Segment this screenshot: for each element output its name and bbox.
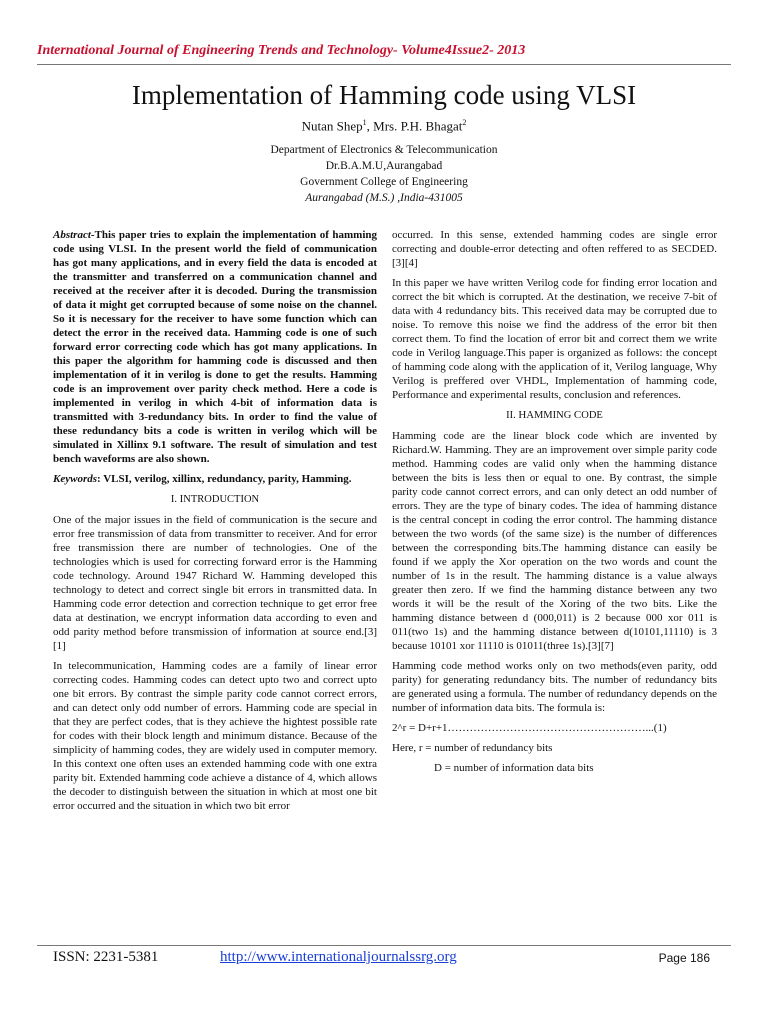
affiliation-university: Dr.B.A.M.U,Aurangabad [325, 160, 443, 172]
affiliation-department: Department of Electronics & Telecommunication [270, 144, 498, 156]
section-initial: C [573, 409, 582, 421]
footer-page-number: Page 186 [658, 951, 710, 965]
section-title-rest: NTRODUCTION [183, 494, 260, 505]
section-title-rest: AMMING [526, 410, 574, 421]
section-initial: I [179, 493, 184, 505]
right-column [392, 228, 717, 781]
intro-paragraph: One of the major issues in the field of communication is the secure and error free transmission of data from transmitter to receiver. And for error free transmission there are number of technologies. One of the technologies which is used for correcting forward error is the Hamming code technology. Around 1947 Richard W. Hamming developed this technology to detect and correct single bit errors in transmitted data. In Hamming code error detection and correction technique to get error free data at destination, we encrypt information data according to even and odd parity method before transmission of information at source end.[3][1] [53, 514, 377, 652]
keywords-text: : VLSI, verilog, xillinx, redundancy, parity, Hamming. [97, 473, 352, 485]
header-divider [37, 64, 731, 65]
abstract [53, 228, 377, 466]
intro-paragraph: occurred. In this sense, extended hamming codes are single error correcting and double-error detecting and often reffered to as SECDED.[3][4] [392, 229, 717, 269]
formula-equation: 2^r = D+r+1………………………………………………...(1) [392, 722, 667, 734]
intro-paragraph: In this paper we have written Verilog code for finding error location and correct the bit which is corrupted. At the destination, we receive 7-bit of data with 4 redundancy bits. This received data may be corrupted due to noise. To remove this noise we find the address of the error bit then correct them. To find the location of error bit and correct them we write code in Verilog language.This paper is organized as follows: the concept of hamming code along with the application of it, Verilog language, Why Verilog is preffered over VHDL, Implementation of hamming code, Performance and experimental results, conclusion and references. [392, 277, 717, 401]
keywords [53, 472, 377, 486]
author-separator: , [366, 118, 374, 134]
section-heading-introduction [53, 492, 377, 507]
footer-website-link[interactable]: http://www.internationaljournalssrg.org [220, 949, 457, 965]
author-line [0, 118, 768, 134]
footer-issn: ISSN: 2231-5381 [53, 949, 159, 965]
formula-definition-d: D = number of information data bits [434, 762, 594, 774]
section-number: I. [170, 494, 180, 505]
author-second-affiliation-mark: 2 [462, 118, 467, 127]
formula-definition-r: Here, r = number of redundancy bits [392, 742, 553, 754]
hamming-paragraph: Hamming code method works only on two methods(even parity, odd parity) for generating redundancy bits. The number of redundancy bits are generated using a formula. The number of redundancy depends on the number of information data bits. The formula is: [392, 660, 717, 714]
affiliation-location: Aurangabad (M.S.) ,India-431005 [305, 192, 463, 204]
author-first: Nutan Shep [301, 118, 363, 134]
journal-header: International Journal of Engineering Trends and Technology- Volume4Issue2- 2013 [37, 43, 526, 58]
section-title-rest: ODE [581, 410, 603, 421]
abstract-text: -This paper tries to explain the implementation of hamming code using VLSI. In the present world the field of communication has got many applications, and in every field the data is encoded at the transmitter and transferred on a communication channel and received at the receiver after it is decoded. During the transmission of data it might get corrupted because of some noise on the channel. So it is necessary for the receiver to have some function which can detect the error in the received data. Hamming code is one of such forward error correcting code which has got many applications. In this paper the algorithm for hamming code is discussed and then implementation of it in verilog is done to get the results. Hamming code is an improvement over parity check method. Here a code is implemented in verilog in which 4-bit of information data is transmitted with 3-redundancy bits. In order to find the value of these redundancy bits a code is written in verilog which will be simulated in Xillinx 9.1 software. The result of simulation and test bench waveforms are also shown. [53, 229, 377, 465]
keywords-label: Keywords [53, 473, 97, 485]
affiliation-college: Government College of Engineering [300, 176, 468, 188]
intro-paragraph: In telecommunication, Hamming codes are a family of linear error correcting codes. Hamming codes can detect upto two and correct upto one bit errors. By contrast the simple parity code cannot correct errors, and can detect only odd number of errors. Hamming code are special in that they are perfect codes, that is they achieve the hightest possible rate for codes with their block length and minimum distance. Because of the simplicity of hamming codes, they are widely used in computer memory. In this context one often uses an extended hamming code with one extra parity bit. Extended hamming code achieve a distance of 4, which allows the decoder to distinguish between the situation in which at most one bit error occurred and the situation in which two bit error [53, 660, 377, 812]
section-initial: H [518, 409, 527, 421]
section-number: II. [506, 410, 519, 421]
author-first-affiliation-mark: 1 [362, 118, 367, 127]
abstract-label: Abstract [53, 229, 91, 241]
footer-divider [37, 945, 731, 946]
section-heading-hamming-code [392, 408, 717, 423]
paper-title: Implementation of Hamming code using VLSI [131, 80, 637, 110]
hamming-paragraph: Hamming code are the linear block code which are invented by Richard.W. Hamming. They are an improvement over simple parity code method. Hamming codes are valid only when the hamming distance between the bits is less then or equal to one. By contrast, the simple parity code cannot correct errors, and can only detect an odd number of errors. They are the type of binary codes. The idea of hamming distance is the central concept in coding the error control. The hamming distance between the two words (of the same size) is the number of differences between the corresponding bits.The hamming distance can easily be found if we apply the Xor operation on the two words and count the number of 1s in the result. The hamming distance is a value always greater then zero. If we find the hamming distance between any two words it will be the result of the Xoring of the two bits. Like the hamming distance between d (000,011) is 2 because 000 xor 011 is 011(two 1s) and the hamming distance between d(10101,11110) is 3 because 10101 xor 11110 is 01011(three 1s).[3][7] [392, 430, 717, 652]
affiliation-block [0, 142, 768, 206]
left-column [53, 228, 377, 819]
author-second: Mrs. P.H. Bhagat [373, 118, 463, 134]
